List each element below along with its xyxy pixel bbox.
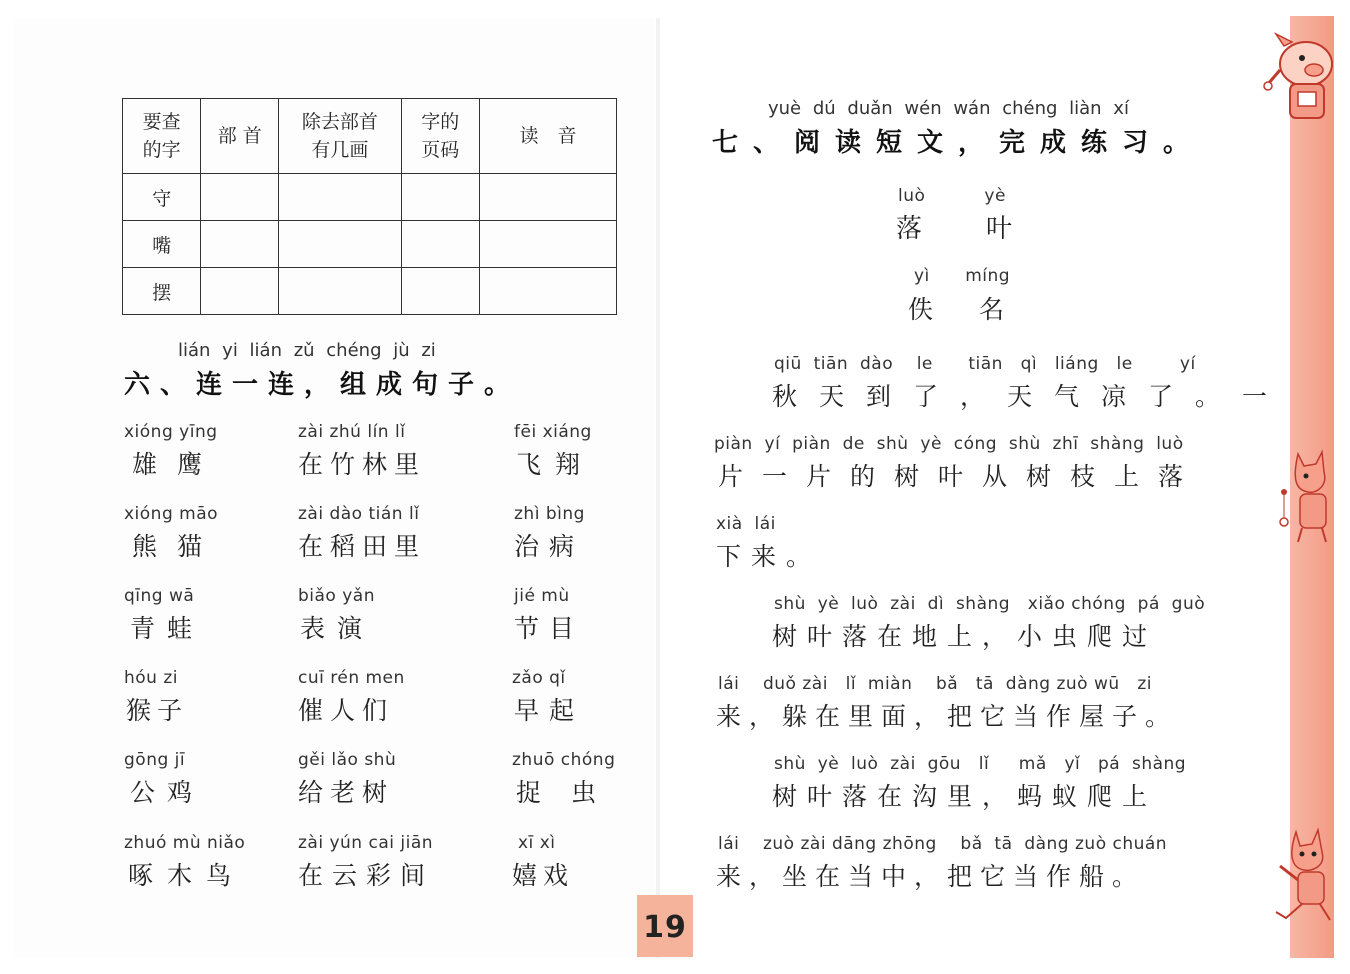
match-pinyin: cuī rén men xyxy=(298,668,405,688)
story-line: 来，坐在当中，把它当作船。 xyxy=(716,862,1146,891)
section7-title: 七、阅读短文，完成练习。 xyxy=(712,128,1205,158)
story-line-pinyin: shù yè luò zài gōu lǐ mǎ yǐ pá shàng xyxy=(774,754,1187,774)
dictionary-lookup-table xyxy=(122,98,617,315)
match-pinyin: zǎo qǐ xyxy=(512,668,566,688)
table-row xyxy=(123,174,617,221)
header-pronunciation: 读 音 xyxy=(479,99,616,174)
pig-mascot-icon xyxy=(1262,30,1342,130)
story-line: 来，躲在里面，把它当作屋子。 xyxy=(716,702,1179,731)
match-pinyin: xī xì xyxy=(518,833,556,853)
blank-cell[interactable] xyxy=(479,221,616,268)
match-word[interactable]: 公鸡 xyxy=(130,778,205,807)
match-word[interactable]: 催人们 xyxy=(298,696,395,725)
match-word[interactable]: 早起 xyxy=(514,696,585,725)
match-word[interactable]: 雄鹰 xyxy=(132,450,223,479)
page-number: 19 xyxy=(643,910,687,945)
story-line: 下来。 xyxy=(716,542,822,571)
match-word[interactable]: 在云彩间 xyxy=(298,861,435,890)
story-line-pinyin: lái duǒ zài lǐ miàn bǎ tā dàng zuò wū zi xyxy=(718,674,1152,694)
lookup-character: 嘴 xyxy=(123,221,201,268)
match-word[interactable]: 啄木鸟 xyxy=(128,861,246,890)
story-line-pinyin: shù yè luò zài dì shàng xiǎo chóng pá guò xyxy=(774,594,1206,614)
match-word[interactable]: 熊猫 xyxy=(132,532,223,561)
table-row xyxy=(123,268,617,315)
section6-title: 六、连一连，组成句子。 xyxy=(124,370,521,400)
story-line-pinyin: piàn yí piàn de shù yè cóng shù zhī shàng luò xyxy=(714,434,1184,454)
match-pinyin: xióng māo xyxy=(124,504,219,524)
match-pinyin: gěi lǎo shù xyxy=(298,750,397,770)
match-word[interactable]: 猴子 xyxy=(126,696,189,725)
match-pinyin: gōng jī xyxy=(124,750,186,770)
match-pinyin: zhì bìng xyxy=(514,504,585,524)
header-strokes: 除去部首有几画 xyxy=(279,99,401,174)
section7-pinyin: yuè dú duǎn wén wán chéng liàn xí xyxy=(768,98,1129,119)
blank-cell[interactable] xyxy=(479,268,616,315)
blank-cell[interactable] xyxy=(279,174,401,221)
match-word[interactable]: 嬉戏 xyxy=(512,861,575,890)
header-character: 要查的字 xyxy=(123,99,201,174)
match-pinyin: jié mù xyxy=(514,586,570,606)
author-pinyin: yì míng xyxy=(914,266,1011,286)
cat-with-yoyo-icon xyxy=(1276,446,1340,546)
match-word[interactable]: 表演 xyxy=(300,614,375,643)
match-word[interactable]: 在竹林里 xyxy=(298,450,427,479)
story-line: 树叶落在沟里，蚂蚁爬上 xyxy=(772,782,1158,811)
book-spine xyxy=(656,18,660,958)
blank-cell[interactable] xyxy=(279,221,401,268)
lookup-character: 守 xyxy=(123,174,201,221)
blank-cell[interactable] xyxy=(201,268,279,315)
match-pinyin: zhuō chóng xyxy=(512,750,616,770)
match-pinyin: biǎo yǎn xyxy=(298,586,375,606)
match-word[interactable]: 青蛙 xyxy=(130,614,205,643)
story-title-pinyin: luò yè xyxy=(898,186,1006,206)
match-pinyin: zài yún cai jiān xyxy=(298,833,434,853)
match-pinyin: qīng wā xyxy=(124,586,195,606)
match-pinyin: zài dào tián lǐ xyxy=(298,504,420,524)
table-row xyxy=(123,221,617,268)
story-line-pinyin: qiū tiān dào le tiān qì liáng le yí xyxy=(774,354,1196,374)
story-line-pinyin: lái zuò zài dāng zhōng bǎ tā dàng zuò chuán xyxy=(718,834,1168,854)
lookup-character: 摆 xyxy=(123,268,201,315)
story-title: 落叶 xyxy=(896,214,1077,244)
match-pinyin: xióng yīng xyxy=(124,422,218,442)
story-author: 佚名 xyxy=(908,295,1051,324)
section6-pinyin: lián yi lián zǔ chéng jù zi xyxy=(178,340,436,361)
story-line: 秋天到了，天气凉了。一 xyxy=(772,382,1290,411)
match-word[interactable]: 节目 xyxy=(514,614,585,643)
blank-cell[interactable] xyxy=(401,268,479,315)
match-pinyin: fēi xiáng xyxy=(514,422,592,442)
story-line: 片一片的树叶从树枝上落 xyxy=(718,462,1203,491)
match-word[interactable]: 飞翔 xyxy=(516,450,595,479)
match-pinyin: zhuó mù niǎo xyxy=(124,833,246,853)
blank-cell[interactable] xyxy=(201,221,279,268)
blank-cell[interactable] xyxy=(279,268,401,315)
match-word[interactable]: 在稻田里 xyxy=(298,532,427,561)
story-line: 树叶落在地上，小虫爬过 xyxy=(772,622,1158,651)
header-radical: 部 首 xyxy=(201,99,279,174)
blank-cell[interactable] xyxy=(201,174,279,221)
match-pinyin: hóu zi xyxy=(124,668,178,688)
blank-cell[interactable] xyxy=(401,221,479,268)
match-word[interactable]: 捉虫 xyxy=(516,778,627,807)
match-pinyin: zài zhú lín lǐ xyxy=(298,422,406,442)
cat-waving-icon xyxy=(1272,822,1338,926)
header-page: 字的页码 xyxy=(401,99,479,174)
blank-cell[interactable] xyxy=(479,174,616,221)
story-line-pinyin: xià lái xyxy=(716,514,776,534)
blank-cell[interactable] xyxy=(401,174,479,221)
match-word[interactable]: 治病 xyxy=(514,532,585,561)
match-word[interactable]: 给老树 xyxy=(298,778,395,807)
